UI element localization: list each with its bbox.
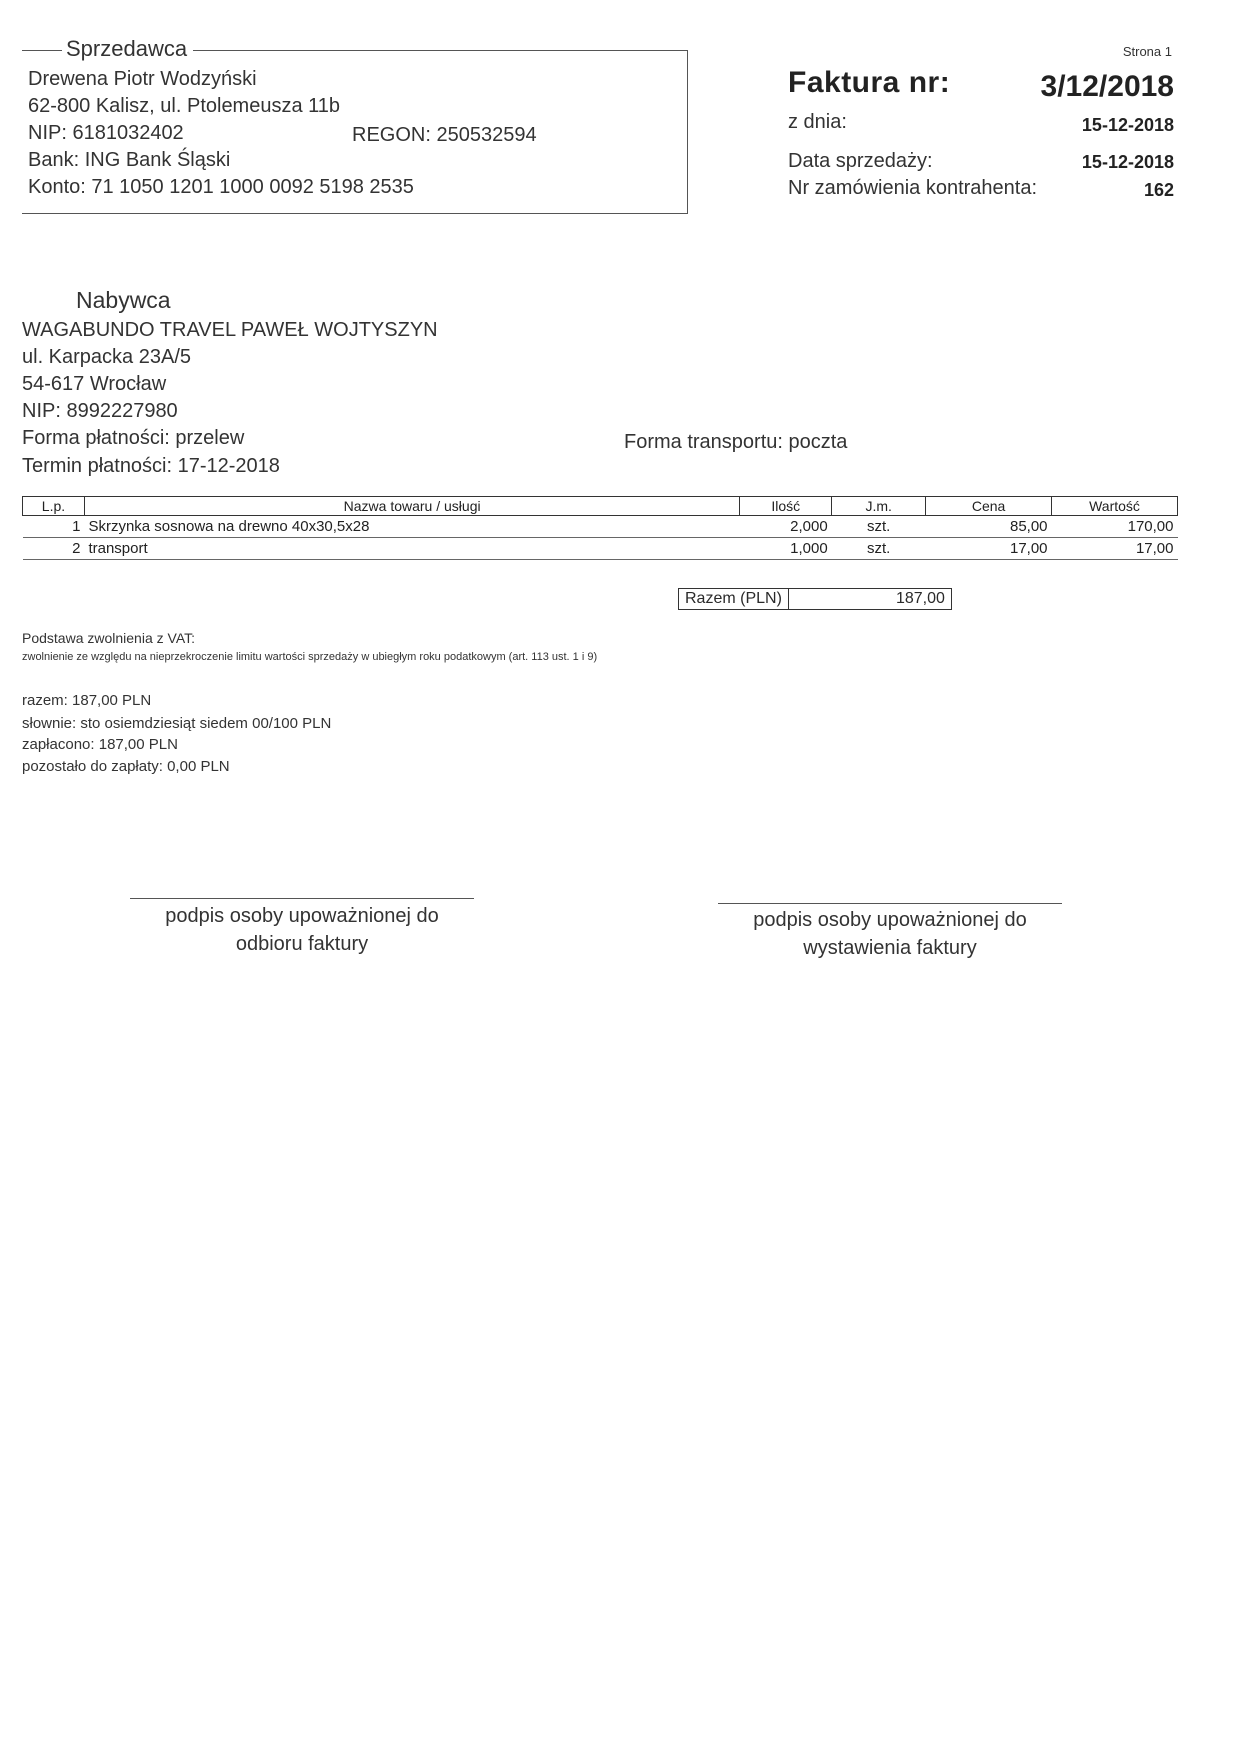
- table-header-row: [23, 497, 1178, 516]
- signature-issuer-line1: podpis osoby upoważnionej do: [753, 909, 1027, 931]
- cell-value: 170,00: [1052, 516, 1178, 538]
- header-name: Nazwa towaru / usługi: [84, 497, 739, 516]
- sale-date-label: Data sprzedaży:: [788, 150, 933, 172]
- header-unit: J.m.: [832, 497, 926, 516]
- buyer-heading: Nabywca: [76, 287, 171, 313]
- seller-account: Konto: 71 1050 1201 1000 0092 5198 2535: [28, 176, 414, 198]
- signature-receiver-line1: podpis osoby upoważnionej do: [165, 905, 439, 927]
- signature-receiver-line2: odbioru faktury: [235, 933, 369, 955]
- seller-name: Drewena Piotr Wodzyński: [28, 68, 257, 90]
- cell-value: 17,00: [1052, 538, 1178, 560]
- cell-name: Skrzynka sosnowa na drewno 40x30,5x28: [84, 516, 739, 538]
- vat-heading: Podstawa zwolnienia z VAT:: [22, 630, 196, 646]
- seller-address: 62-800 Kalisz, ul. Ptolemeusza 11b: [28, 95, 341, 117]
- seller-bank: Bank: ING Bank Śląski: [28, 149, 231, 171]
- signature-receiver: [100, 902, 504, 958]
- signature-line-receiver: [130, 898, 474, 899]
- cell-unit: szt.: [832, 538, 926, 560]
- total-box: [678, 588, 952, 610]
- page-label: Strona 1: [1122, 44, 1172, 59]
- buyer-street: ul. Karpacka 23A/5: [22, 346, 191, 368]
- summary-paid: zapłacono: 187,00 PLN: [22, 736, 178, 753]
- invoice-date: 15-12-2018: [1081, 115, 1174, 135]
- items-table: [22, 496, 1178, 560]
- cell-price: 17,00: [926, 538, 1052, 560]
- transport-form: Forma transportu: poczta: [624, 431, 848, 453]
- order-label: Nr zamówienia kontrahenta:: [788, 177, 1038, 199]
- summary-remaining: pozostało do zapłaty: 0,00 PLN: [22, 758, 230, 775]
- vat-text: zwolnienie ze względu na nieprzekroczenie limitu wartości sprzedaży w ubiegłym roku podatkowym (art. 113 ust. 1 i 9): [22, 651, 598, 663]
- header-qty: Ilość: [740, 497, 832, 516]
- buyer-name: WAGABUNDO TRAVEL PAWEŁ WOJTYSZYN: [22, 319, 438, 341]
- signature-issuer: [688, 906, 1092, 962]
- cell-unit: szt.: [832, 516, 926, 538]
- invoice-date-label: z dnia:: [788, 111, 847, 133]
- seller-legend-dash: [22, 50, 66, 51]
- cell-lp: 1: [23, 516, 85, 538]
- cell-qty: 2,000: [740, 516, 832, 538]
- seller-heading: Sprzedawca: [62, 36, 193, 62]
- signature-line-issuer: [718, 903, 1062, 904]
- invoice-title: Faktura nr:: [788, 66, 951, 99]
- total-value: 187,00: [895, 590, 945, 607]
- cell-name: transport: [84, 538, 739, 560]
- invoice-number: 3/12/2018: [1040, 70, 1174, 103]
- cell-qty: 1,000: [740, 538, 832, 560]
- table-row: [23, 538, 1178, 560]
- header-lp: L.p.: [23, 497, 85, 516]
- table-row: [23, 516, 1178, 538]
- sale-date: 15-12-2018: [1081, 152, 1174, 172]
- seller-nip: NIP: 6181032402: [28, 122, 184, 144]
- header-price: Cena: [926, 497, 1052, 516]
- payment-form: Forma płatności: przelew: [22, 427, 245, 449]
- seller-regon: REGON: 250532594: [352, 124, 537, 146]
- summary-in-words: słownie: sto osiemdziesiąt siedem 00/100 PLN: [22, 715, 332, 732]
- signature-issuer-line2: wystawienia faktury: [803, 937, 977, 959]
- header-value: Wartość: [1052, 497, 1178, 516]
- order-number: 162: [1143, 180, 1174, 200]
- total-label: Razem (PLN): [679, 589, 789, 609]
- payment-term: Termin płatności: 17-12-2018: [22, 455, 280, 477]
- buyer-nip: NIP: 8992227980: [22, 400, 178, 422]
- cell-lp: 2: [23, 538, 85, 560]
- cell-price: 85,00: [926, 516, 1052, 538]
- summary-total: razem: 187,00 PLN: [22, 692, 152, 709]
- buyer-city: 54-617 Wrocław: [22, 373, 167, 395]
